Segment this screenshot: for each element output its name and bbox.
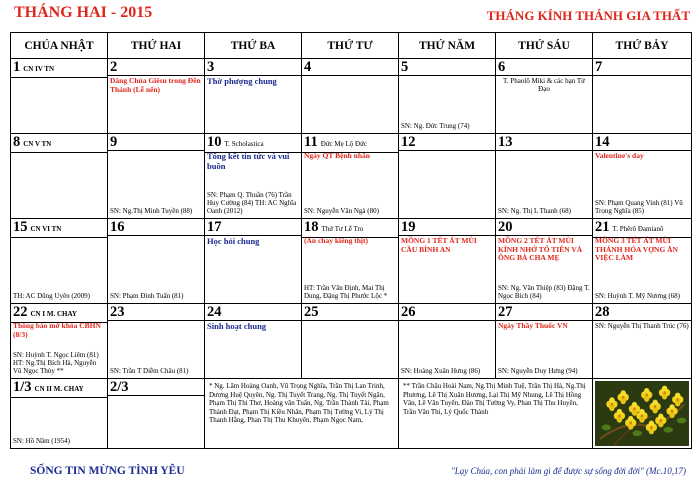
event-red: Ngày Thầy Thuốc VN (498, 321, 568, 330)
day-events (207, 237, 299, 247)
weekday-header: CHÚA NHẬT (11, 33, 108, 59)
event-red: (Ăn chay kiêng thịt) (304, 236, 368, 245)
day-number: 11 Đức Mẹ Lộ Đức (304, 134, 367, 150)
day-divider (399, 320, 495, 321)
day-cell[interactable] (302, 134, 399, 219)
day-feast-label: Thứ Tư Lễ Tro (321, 225, 364, 233)
day-cell[interactable] (302, 304, 399, 379)
day-birthdays: SN: Hồ Năm (1954) (13, 437, 70, 445)
event-red: Thông báo mở khóa CBHN (8/3) (13, 321, 101, 339)
day-cell[interactable] (205, 304, 302, 379)
day-number: 17 (207, 219, 222, 235)
day-birthdays: SN: Nguyễn Văn Ngà (80) (304, 207, 379, 215)
day-feast-label: T. Scholastica (224, 140, 264, 148)
day-birthdays: SN: Ng. Văn Thiệp (83) Đặng T. Ngọc Bích (84) (498, 284, 590, 300)
day-cell[interactable] (496, 219, 593, 304)
day-birthdays: SN: Trần T Diễm Châu (81) (110, 367, 189, 375)
day-cell[interactable] (593, 219, 692, 304)
day-liturgical-label: CN V TN (23, 140, 52, 148)
day-divider (11, 152, 107, 153)
day-birthdays: SN: Phạm Quang Vinh (81) Vũ Trọng Nghĩa (85) (595, 199, 683, 215)
day-cell[interactable] (108, 379, 205, 449)
day-birthdays: SN: Phạm Đình Tuấn (81) (110, 292, 184, 300)
day-number: 26 (401, 304, 416, 320)
day-birthdays: SN: Hoàng Xuân Hưng (86) (401, 367, 481, 375)
day-divider (496, 75, 592, 76)
day-divider (11, 77, 107, 78)
day-number: 28 (595, 304, 610, 320)
weekday-header: THỨ TƯ (302, 33, 399, 59)
day-divider (302, 75, 398, 76)
day-number: 8 CN V TN (13, 134, 52, 150)
day-feast-label: Đức Mẹ Lộ Đức (320, 140, 367, 148)
day-cell[interactable] (302, 59, 399, 134)
day-number: 13 (498, 134, 513, 150)
day-cell[interactable] (399, 59, 496, 134)
day-divider (11, 397, 107, 398)
day-cell[interactable] (11, 134, 108, 219)
day-cell[interactable] (108, 304, 205, 379)
day-cell[interactable] (11, 59, 108, 134)
day-cell[interactable] (399, 134, 496, 219)
day-cell[interactable] (496, 304, 593, 379)
flower-image (595, 381, 689, 446)
day-divider (302, 320, 398, 321)
day-cell[interactable] (11, 379, 108, 449)
day-cell[interactable] (302, 219, 399, 304)
day-cell[interactable] (108, 134, 205, 219)
day-events (207, 152, 299, 171)
day-cell[interactable] (205, 59, 302, 134)
day-divider (108, 150, 204, 151)
day-divider (593, 320, 691, 321)
day-birthdays: HT: Trần Văn Định, Mai Thị Dung, Đặng Thị Phước Lộc * (304, 284, 388, 300)
footer-motto: SỐNG TIN MỪNG TÌNH YÊU (30, 465, 185, 477)
day-birthdays: SN: Nguyễn Duy Hưng (94) (498, 367, 578, 375)
flower-image-cell (593, 379, 692, 449)
day-events (401, 237, 493, 254)
event-red: Dâng Chúa Giêsu trong Đền Thánh (Lễ nến) (110, 76, 201, 94)
day-cell[interactable] (496, 59, 593, 134)
day-number: 2/3 (110, 379, 129, 395)
day-liturgical-label: CN II M. CHAY (34, 385, 84, 393)
day-cell[interactable] (11, 219, 108, 304)
day-feast-label: T. Phêrô Đamianô (612, 225, 664, 233)
day-cell[interactable] (11, 304, 108, 379)
day-number: 2 (110, 59, 118, 75)
day-cell[interactable] (496, 134, 593, 219)
day-liturgical-label: CN IV TN (23, 65, 55, 73)
day-number: 25 (304, 304, 319, 320)
day-number: 7 (595, 59, 603, 75)
day-events (595, 322, 689, 330)
week-row (11, 134, 692, 219)
day-events (595, 152, 689, 161)
day-number: 18 Thứ Tư Lễ Tro (304, 219, 364, 235)
weekday-header: THỨ HAI (108, 33, 205, 59)
day-events (498, 77, 590, 93)
day-divider (399, 150, 495, 151)
day-divider (108, 235, 204, 236)
event-blue: Sinh hoạt chung (207, 321, 267, 331)
event-blue: Học hỏi chung (207, 236, 260, 246)
day-number: 16 (110, 219, 125, 235)
calendar-grid (10, 32, 692, 449)
parish-title: THÁNG KÍNH THÁNH GIA THẤT (486, 8, 690, 23)
day-number: 3 (207, 59, 215, 75)
day-number: 6 (498, 59, 506, 75)
day-number: 20 (498, 219, 513, 235)
weekday-header: THỨ BA (205, 33, 302, 59)
day-events (498, 322, 590, 331)
day-number: 23 (110, 304, 125, 320)
day-events (207, 322, 299, 332)
day-number: 1 CN IV TN (13, 59, 55, 75)
day-number: 1/3 CN II M. CHAY (13, 379, 84, 395)
event-blue: Thờ phượng chung (207, 76, 277, 86)
event-note: T. Phaolô Miki & các bạn Tử Đạo (503, 77, 585, 93)
day-number: 15 CN VI TN (13, 219, 62, 235)
day-number: 10 T. Scholastica (207, 134, 264, 150)
day-events (595, 237, 689, 263)
weekday-header: THỨ SÁU (496, 33, 593, 59)
event-red: MỒNG 3 TẾT ẤT MÙI THÁNH HÓA VỢNG ĂN VIỆC LÀM (595, 236, 678, 262)
day-liturgical-label: CN VI TN (30, 225, 62, 233)
day-events (304, 237, 396, 246)
day-cell[interactable] (205, 219, 302, 304)
event-blue: Tổng kết tin tức và vui buồn (207, 151, 290, 171)
week-row (11, 379, 692, 449)
day-events (110, 77, 202, 94)
day-birthdays: SN: Phạm Q. Thuần (76) Trần Huy Cường (84) TH: AC Nghĩa Oanh (2012) (207, 191, 297, 215)
day-birthdays: SN: Ng.Thị Minh Tuyền (88) (110, 207, 193, 215)
day-divider (496, 150, 592, 151)
day-events (304, 152, 396, 161)
day-birthdays: SN: Huỳnh T. Mỹ Nương (68) (595, 292, 681, 300)
day-number: 22 CN I M. CHAY (13, 304, 77, 320)
names-note-a (205, 379, 399, 449)
day-cell[interactable] (399, 304, 496, 379)
day-number: 12 (401, 134, 416, 150)
day-divider (593, 75, 691, 76)
day-divider (108, 320, 204, 321)
month-title: THÁNG HAI - 2015 (14, 4, 153, 21)
day-cell[interactable] (593, 59, 692, 134)
day-number: 9 (110, 134, 118, 150)
day-cell[interactable] (593, 134, 692, 219)
day-number: 14 (595, 134, 610, 150)
footer-quote: "Lạy Chúa, con phải làm gì để được sự sống đời đời" (Mc.10,17) (450, 466, 686, 476)
event-red: Ngày QT Bệnh nhân (304, 151, 370, 160)
weekday-header-row (11, 33, 692, 59)
event-red: MỒNG 2 TẾT ẤT MÙI KÍNH NHỚ TỔ TIÊN VÀ ÔNG BÀ CHA MẸ (498, 236, 583, 262)
day-divider (11, 237, 107, 238)
day-divider (108, 395, 204, 396)
day-number: 19 (401, 219, 416, 235)
day-cell[interactable] (108, 59, 205, 134)
day-number: 21 T. Phêrô Đamianô (595, 219, 664, 235)
day-liturgical-label: CN I M. CHAY (30, 310, 77, 318)
day-events (13, 322, 105, 339)
day-birthdays: TH: AC Dũng Uyên (2009) (13, 292, 90, 300)
names-note-b (399, 379, 593, 449)
day-number: 5 (401, 59, 409, 75)
day-cell[interactable] (399, 219, 496, 304)
week-row (11, 304, 692, 379)
names-note-b-text: ** Trần Châu Hoài Nam, Ng.Thị Minh Tuệ, Trần Thị Hà, Ng.Thị Phương, Lê Thị Xuân Hương, Lại Thị Mỹ Nhung, Lê Thị Hồng Vân, Lê Văn Tuyển, Đào Thị Tường Vy, Phan Thị Thu Huyền, Trần Văn Thi, Lý Quốc Thành (403, 382, 586, 416)
day-birthdays: SN: Ng. Thị L Thanh (68) (498, 207, 571, 215)
day-cell[interactable] (593, 304, 692, 379)
day-birthdays: SN: Huỳnh T. Ngọc Liêm (81) HT: Ng.Thị Bích Hà, Nguyễn Vũ Ngọc Thủy ** (13, 351, 99, 375)
day-cell[interactable] (108, 219, 205, 304)
event-note: SN: Nguyễn Thị Thanh Trúc (76) (595, 322, 689, 330)
event-red: Valentine's day (595, 151, 644, 160)
names-note-a-text: * Ng. Lâm Hoàng Oanh, Vũ Trọng Nghĩa, Trần Thị Lan Trinh, Dương Huệ Quyên, Ng. Thị Tuyết Trang, Ng. Thị Tuyết Ngân, Phạm Thị Thi Thơ, Hoàng văn Tuấn, Ng. Trần Thành Tài, Phạm Thành Đạt, Phạm Thị Kiều Nhân, Phạm Thị Tường Vi, Lý Thị Thanh Hằng, Phan Thị Thu Khuyên, Phạm Ngọc Nam, (209, 382, 389, 424)
weekday-header: THỨ NĂM (399, 33, 496, 59)
event-red: MỒNG 1 TẾT ẤT MÙI CẦU BÌNH AN (401, 236, 477, 254)
day-cell[interactable] (205, 134, 302, 219)
day-events (498, 237, 590, 263)
day-events (207, 77, 299, 87)
week-row (11, 219, 692, 304)
weekday-header: THỨ BẢY (593, 33, 692, 59)
day-number: 24 (207, 304, 222, 320)
day-divider (399, 75, 495, 76)
day-number: 4 (304, 59, 312, 75)
day-number: 27 (498, 304, 513, 320)
day-birthdays: SN: Ng. Đức Trung (74) (401, 122, 470, 130)
week-row (11, 59, 692, 134)
